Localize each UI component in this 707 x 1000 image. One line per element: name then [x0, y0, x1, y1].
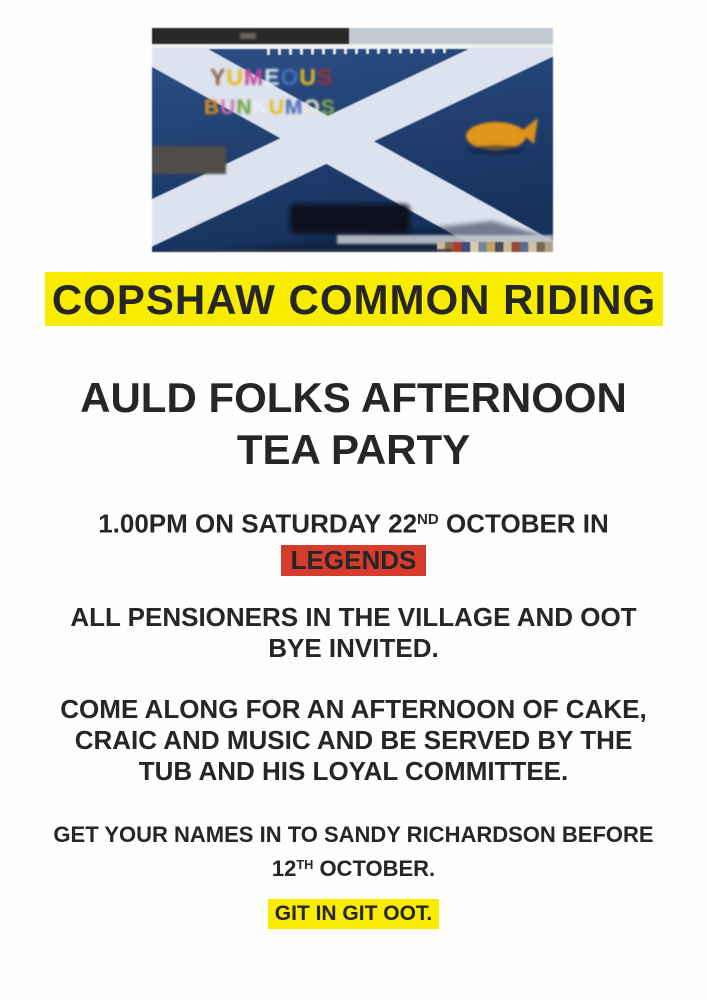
photo-dark-bar-spot	[240, 33, 256, 39]
saltire-flag-photo	[152, 28, 553, 253]
venue-highlight: LEGENDS	[281, 545, 427, 576]
when-text-pre: 1.00PM ON SATURDAY 22	[98, 508, 418, 539]
rsvp-line1: GET YOUR NAMES IN TO SANDY RICHARDSON BEFORE	[53, 822, 654, 847]
venue-row	[0, 545, 707, 576]
page-title	[45, 272, 663, 326]
dark-object	[290, 204, 410, 234]
rsvp-date-num: 12	[271, 856, 297, 882]
grey-smudge	[152, 146, 226, 174]
magnet-letters-row1: YUMEOUS	[210, 64, 334, 90]
when-ordinal-sup: ND	[417, 511, 439, 528]
goldfish-shadow	[466, 145, 526, 155]
magnet-letters-row2: BUNKUMOS	[204, 96, 336, 119]
event-heading-line2: TEA PARTY	[236, 426, 471, 473]
when-section	[0, 505, 707, 576]
rsvp-paragraph	[0, 820, 707, 884]
photo-bottom-edge	[172, 249, 452, 252]
invite-paragraph	[0, 602, 707, 664]
come-along-paragraph	[0, 694, 707, 787]
rsvp-date-post: OCTOBER.	[313, 856, 436, 882]
rsvp-line2	[0, 850, 707, 884]
come-along-line3: TUB AND HIS LOYAL COMMITTEE.	[138, 756, 569, 786]
colorful-strip	[437, 242, 553, 252]
page-title-text: COPSHAW COMMON RIDING	[51, 276, 657, 323]
when-line	[0, 505, 707, 538]
rsvp-ordinal-sup: TH	[296, 857, 314, 872]
come-along-line1: COME ALONG FOR AN AFTERNOON OF CAKE,	[60, 694, 647, 724]
footer-row	[0, 899, 707, 929]
footer-slogan: GIT IN GIT OOT.	[268, 899, 440, 929]
come-along-line2: CRAIC AND MUSIC AND BE SERVED BY THE	[74, 725, 633, 755]
when-text-post: OCTOBER IN	[438, 508, 609, 539]
invite-line1: ALL PENSIONERS IN THE VILLAGE AND OOT	[70, 602, 637, 632]
event-heading-line1: AULD FOLKS AFTERNOON	[80, 374, 627, 421]
invite-line2: BYE INVITED.	[268, 633, 439, 663]
flag-photo-container	[152, 28, 553, 253]
event-heading	[0, 372, 707, 476]
